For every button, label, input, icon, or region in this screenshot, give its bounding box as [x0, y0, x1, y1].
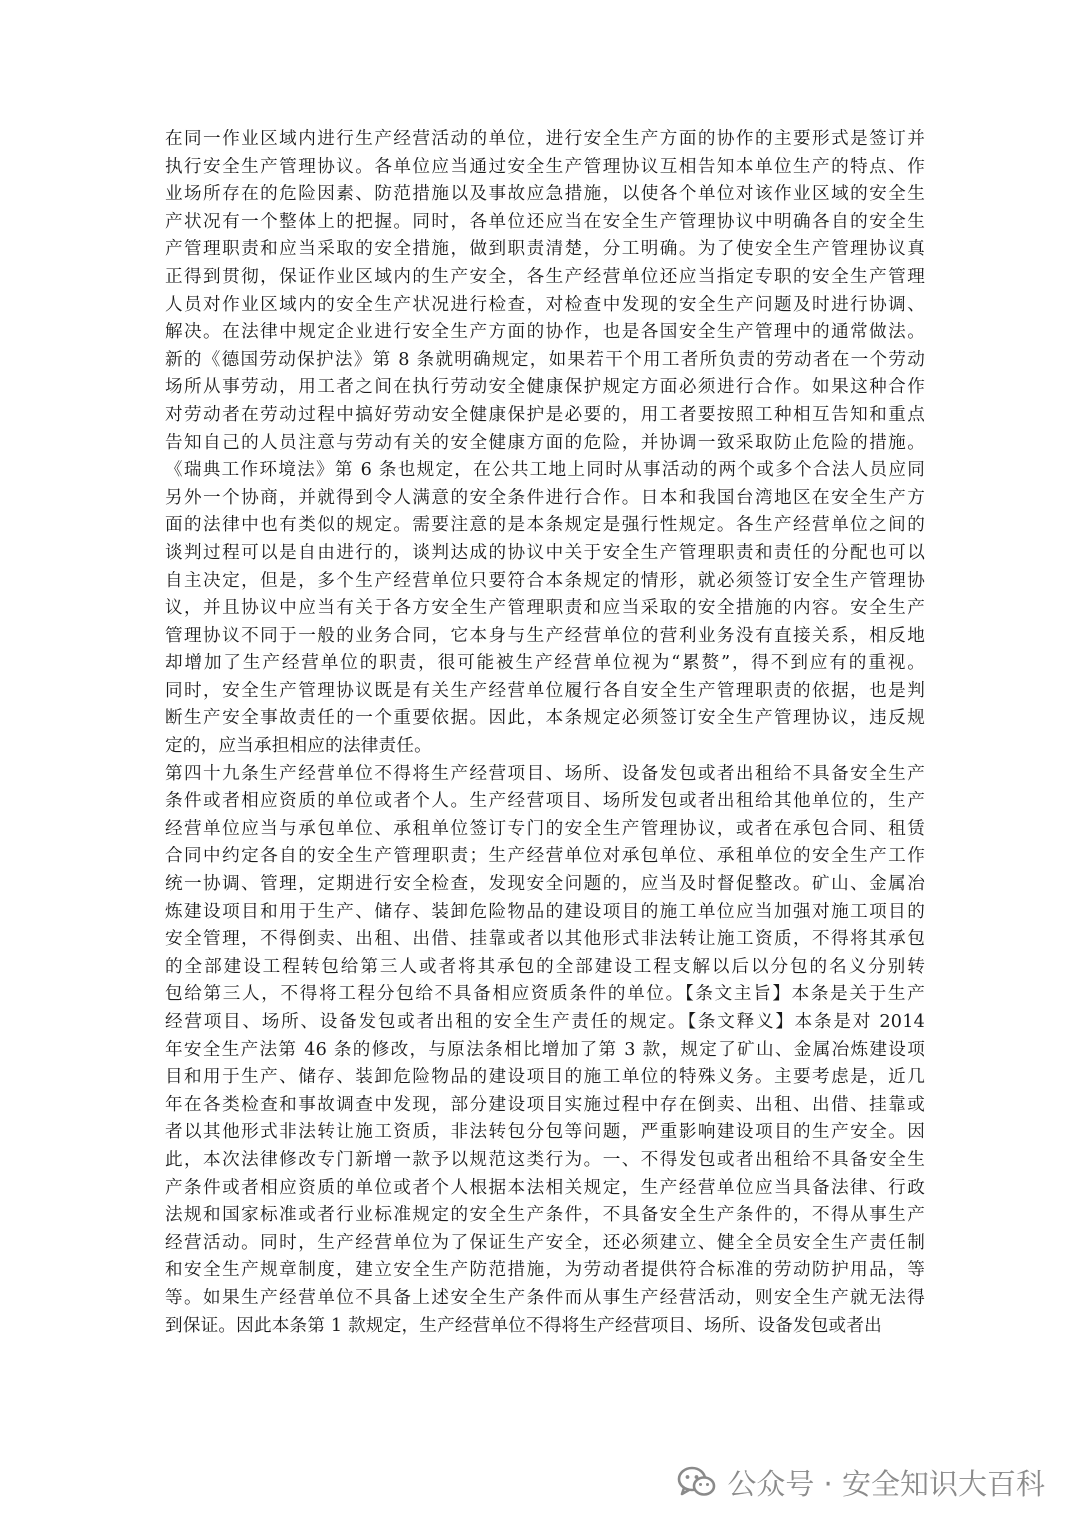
text-line: 此，本次法律修改专门新增一款予以规范这类行为。一、不得发包或者出租给不具备安全生 — [165, 1149, 925, 1170]
text-line: 却增加了生产经营单位的职责，很可能被生产经营单位视为“累赘”，得不到应有的重视。 — [165, 653, 925, 674]
text-line: 炼建设项目和用于生产、储存、装卸危险物品的建设项目的施工单位应当加强对施工项目的 — [165, 901, 925, 922]
text-line: 业场所存在的危险因素、防范措施以及事故应急措施，以使各个单位对该作业区域的安全生 — [165, 184, 925, 205]
text-line: 新的《德国劳动保护法》第 8 条就明确规定，如果若干个用工者所负责的劳动者在一个劳动 — [165, 349, 925, 370]
text-line: 执行安全生产管理协议。各单位应当通过安全生产管理协议互相告知本单位生产的特点、作 — [165, 156, 925, 177]
text-line: 和安全生产规章制度，建立安全生产防范措施，为劳动者提供符合标准的劳动防护用品，等 — [165, 1260, 925, 1281]
text-line: 统一协调、管理，定期进行安全检查，发现安全问题的，应当及时督促整改。矿山、金属冶 — [165, 874, 925, 895]
text-line: 谈判过程可以是自由进行的，谈判达成的协议中关于安全生产管理职责和责任的分配也可以 — [165, 542, 925, 563]
text-line: 在同一作业区域内进行生产经营活动的单位，进行安全生产方面的协作的主要形式是签订并 — [165, 129, 925, 149]
text-line: 者以其他形式非法转让施工资质，非法转包分包等问题，严重影响建设项目的生产安全。因 — [165, 1122, 925, 1143]
watermark — [677, 1458, 1045, 1506]
text-line: 年在各类检查和事故调查中发现，部分建设项目实施过程中存在倒卖、出租、出借、挂靠或 — [165, 1094, 925, 1115]
text-line: 《瑞典工作环境法》第 6 条也规定，在公共工地上同时从事活动的两个或多个合法人员应同 — [165, 460, 925, 481]
text-line: 产状况有一个整体上的把握。同时，各单位还应当在安全生产管理协议中明确各自的安全生 — [165, 211, 925, 232]
text-line: 面的法律中也有类似的规定。需要注意的是本条规定是强行性规定。各生产经营单位之间的 — [165, 515, 925, 536]
text-line: 自主决定，但是，多个生产经营单位只要符合本条规定的情形，就必须签订安全生产管理协 — [165, 570, 925, 591]
document-body — [165, 126, 925, 1340]
text-line: 告知自己的人员注意与劳动有关的安全健康方面的危险，并协调一致采取防止危险的措施。 — [165, 432, 925, 453]
text-line: 解决。在法律中规定企业进行安全生产方面的协作，也是各国安全生产管理中的通常做法。 — [165, 322, 925, 343]
text-line: 的全部建设工程转包给第三人或者将其承包的全部建设工程支解以后以分包的名义分别转 — [165, 956, 925, 977]
text-line: 另外一个协商，并就得到令人满意的安全条件进行合作。日本和我国台湾地区在安全生产方 — [165, 487, 925, 508]
watermark-text: 公众号 · 安全知识大百科 — [727, 1466, 1045, 1501]
text-line: 产条件或者相应资质的单位或者个人根据本法相关规定，生产经营单位应当具备法律、行政 — [165, 1177, 925, 1198]
text-line: 法规和国家标准或者行业标准规定的安全生产条件，不具备安全生产条件的，不得从事生产 — [165, 1205, 925, 1226]
text-line: 合同中约定各自的安全生产管理职责；生产经营单位对承包单位、承租单位的安全生产工作 — [165, 846, 925, 867]
text-line: 定的，应当承担相应的法律责任。 — [165, 736, 432, 757]
text-line: 同时，安全生产管理协议既是有关生产经营单位履行各自安全生产管理职责的依据，也是判 — [165, 680, 925, 701]
text-line: 第四十九条生产经营单位不得将生产经营项目、场所、设备发包或者出租给不具备安全生产 — [165, 763, 925, 784]
text-line: 安全管理，不得倒卖、出租、出借、挂靠或者以其他形式非法转让施工资质，不得将其承包 — [165, 929, 925, 950]
text-line: 等。如果生产经营单位不具备上述安全生产条件而从事生产经营活动，则安全生产就无法得 — [165, 1287, 925, 1308]
text-line: 年安全生产法第 46 条的修改，与原法条相比增加了第 3 款，规定了矿山、金属冶炼建设项 — [165, 1039, 925, 1060]
text-line: 场所从事劳动，用工者之间在执行劳动安全健康保护规定方面必须进行合作。如果这种合作 — [165, 377, 925, 398]
text-line: 对劳动者在劳动过程中搞好劳动安全健康保护是必要的，用工者要按照工种相互告知和重点 — [165, 404, 925, 425]
text-line: 管理协议不同于一般的业务合同，它本身与生产经营单位的营利业务没有直接关系，相反地 — [165, 625, 925, 646]
text-line: 产管理职责和应当采取的安全措施，做到职责清楚，分工明确。为了使安全生产管理协议真 — [165, 239, 925, 260]
text-line: 断生产安全事故责任的一个重要依据。因此，本条规定必须签订安全生产管理协议，违反规 — [165, 708, 925, 729]
text-line: 经营活动。同时，生产经营单位为了保证生产安全，还必须建立、健全全员安全生产责任制 — [165, 1232, 925, 1253]
text-line: 人员对作业区域内的安全生产状况进行检查，对检查中发现的安全生产问题及时进行协调、 — [165, 294, 925, 315]
wechat-icon — [677, 1465, 717, 1499]
text-line: 议，并且协议中应当有关于各方安全生产管理职责和应当采取的安全措施的内容。安全生产 — [165, 598, 925, 619]
text-line: 经营单位应当与承包单位、承租单位签订专门的安全生产管理协议，或者在承包合同、租赁 — [165, 818, 925, 839]
text-line: 到保证。因此本条第 1 款规定，生产经营单位不得将生产经营项目、场所、设备发包或者出 — [165, 1315, 882, 1336]
text-line: 经营项目、场所、设备发包或者出租的安全生产责任的规定。【条文释义】本条是对 2014 — [165, 1012, 925, 1032]
text-line: 正得到贯彻，保证作业区域内的生产安全，各生产经营单位还应当指定专职的安全生产管理 — [165, 266, 925, 287]
text-line: 目和用于生产、储存、装卸危险物品的建设项目的施工单位的特殊义务。主要考虑是，近几 — [165, 1067, 925, 1088]
text-line: 包给第三人，不得将工程分包给不具备相应资质条件的单位。【条文主旨】本条是关于生产 — [165, 984, 925, 1005]
text-line: 条件或者相应资质的单位或者个人。生产经营项目、场所发包或者出租给其他单位的，生产 — [165, 791, 925, 812]
